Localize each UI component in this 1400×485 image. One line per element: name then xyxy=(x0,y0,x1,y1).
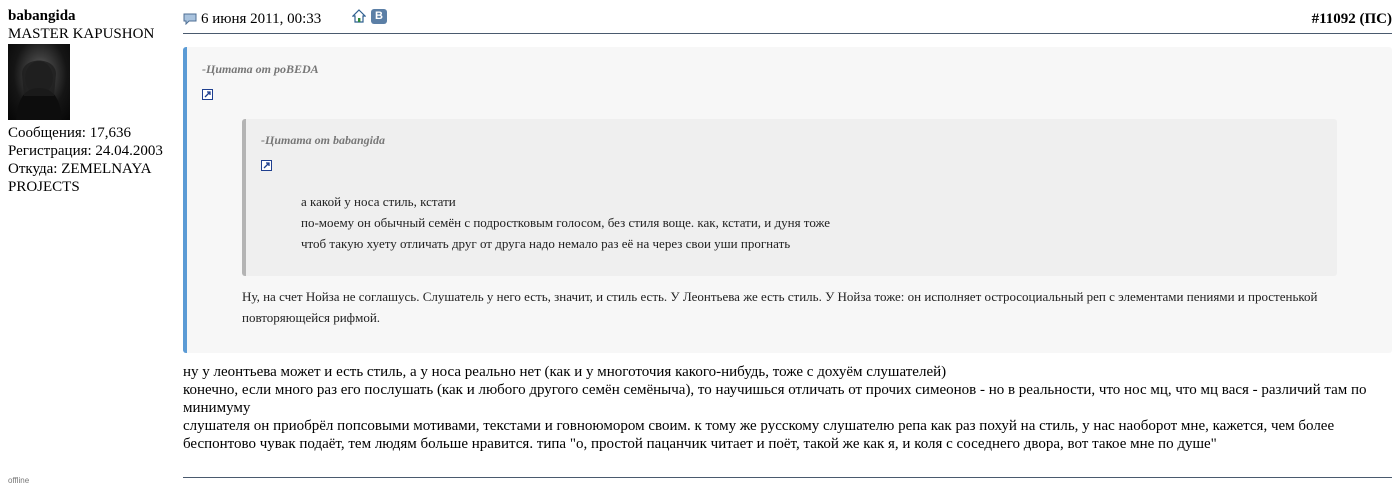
view-quote-link-icon[interactable] xyxy=(202,87,213,98)
home-icon[interactable] xyxy=(352,9,366,28)
quote-outer-text: Ну, на счет Нойза не соглашусь. Слушатель у него есть, значит, и стиль есть. У Леонтьева же есть стиль. У Нойза тоже: он исполняет остросоциальный реп с элементами пениями и простенькой повторяющейся рифмой. xyxy=(242,289,1318,325)
quote-inner-line: по-моему он обычный семён с подростковым голосом, без стиля воще. как, кстати, и дуня тоже xyxy=(301,215,831,230)
post xyxy=(183,0,1392,452)
avatar-image xyxy=(8,44,70,120)
view-quote-link-icon[interactable] xyxy=(261,158,272,169)
post-body-line: слушателя он приобрёл попсовыми мотивами, текстами и говноюмором своим. к тому же русскому слушателю репа как раз похуй на стиль, у нас наоборот мне, кажется, чем более беспонтово чувак подаёт, тем людям больше нравится. типа "о, простой пацанчик читает и поёт, такой же как я, и коля с соседнего двора, вот такое мне по душе" xyxy=(183,418,1335,452)
post-header xyxy=(183,0,1392,34)
post-number-value[interactable]: #11092 xyxy=(1311,11,1356,27)
quote-inner-title: -Цитата от babangida xyxy=(261,133,386,147)
user-info xyxy=(8,7,178,196)
user-location: Откуда: ZEMELNAYA PROJECTS xyxy=(8,161,151,195)
username[interactable]: babangida xyxy=(8,8,76,24)
post-number-suffix: (ПС) xyxy=(1355,11,1392,27)
quote-outer-title: -Цитата от poBEDA xyxy=(202,62,319,76)
quote-inner-line: чтоб такую хуету отличать друг от друга надо немало раз её на через свои уши прогнать xyxy=(301,236,791,251)
post-number[interactable] xyxy=(1312,10,1392,28)
post-body-line: ну у леонтьева может и есть стиль, а у носа реально нет (как и у многоточия какого-нибудь, тоже с дохуём слушателей) xyxy=(183,364,947,380)
online-status: offline xyxy=(8,476,30,485)
quote-inner xyxy=(242,119,1337,276)
user-post-count: Сообщения: 17,636 xyxy=(8,125,131,141)
post-body-line: конечно, если много раз его послушать (как и любого другого семён семёныча), то научишься отличать от прочих симеонов - но в реальности, что нос мц, что мц вася - различий там по минимуму xyxy=(183,382,1367,416)
user-title: MASTER KAPUSHON xyxy=(8,26,155,42)
post-icon xyxy=(183,12,197,30)
avatar[interactable] xyxy=(8,44,70,120)
post-date-text: 6 июня 2011, 00:33 xyxy=(201,11,322,27)
post-body xyxy=(183,363,1392,453)
user-registration: Регистрация: 24.04.2003 xyxy=(8,143,163,159)
quote-inner-line: а какой у носа стиль, кстати xyxy=(301,194,456,209)
post-footer-divider xyxy=(183,477,1392,478)
quote-inner-text xyxy=(301,191,830,254)
vk-icon[interactable]: В xyxy=(371,9,387,24)
quote-outer xyxy=(183,47,1392,353)
post-date xyxy=(183,10,321,30)
